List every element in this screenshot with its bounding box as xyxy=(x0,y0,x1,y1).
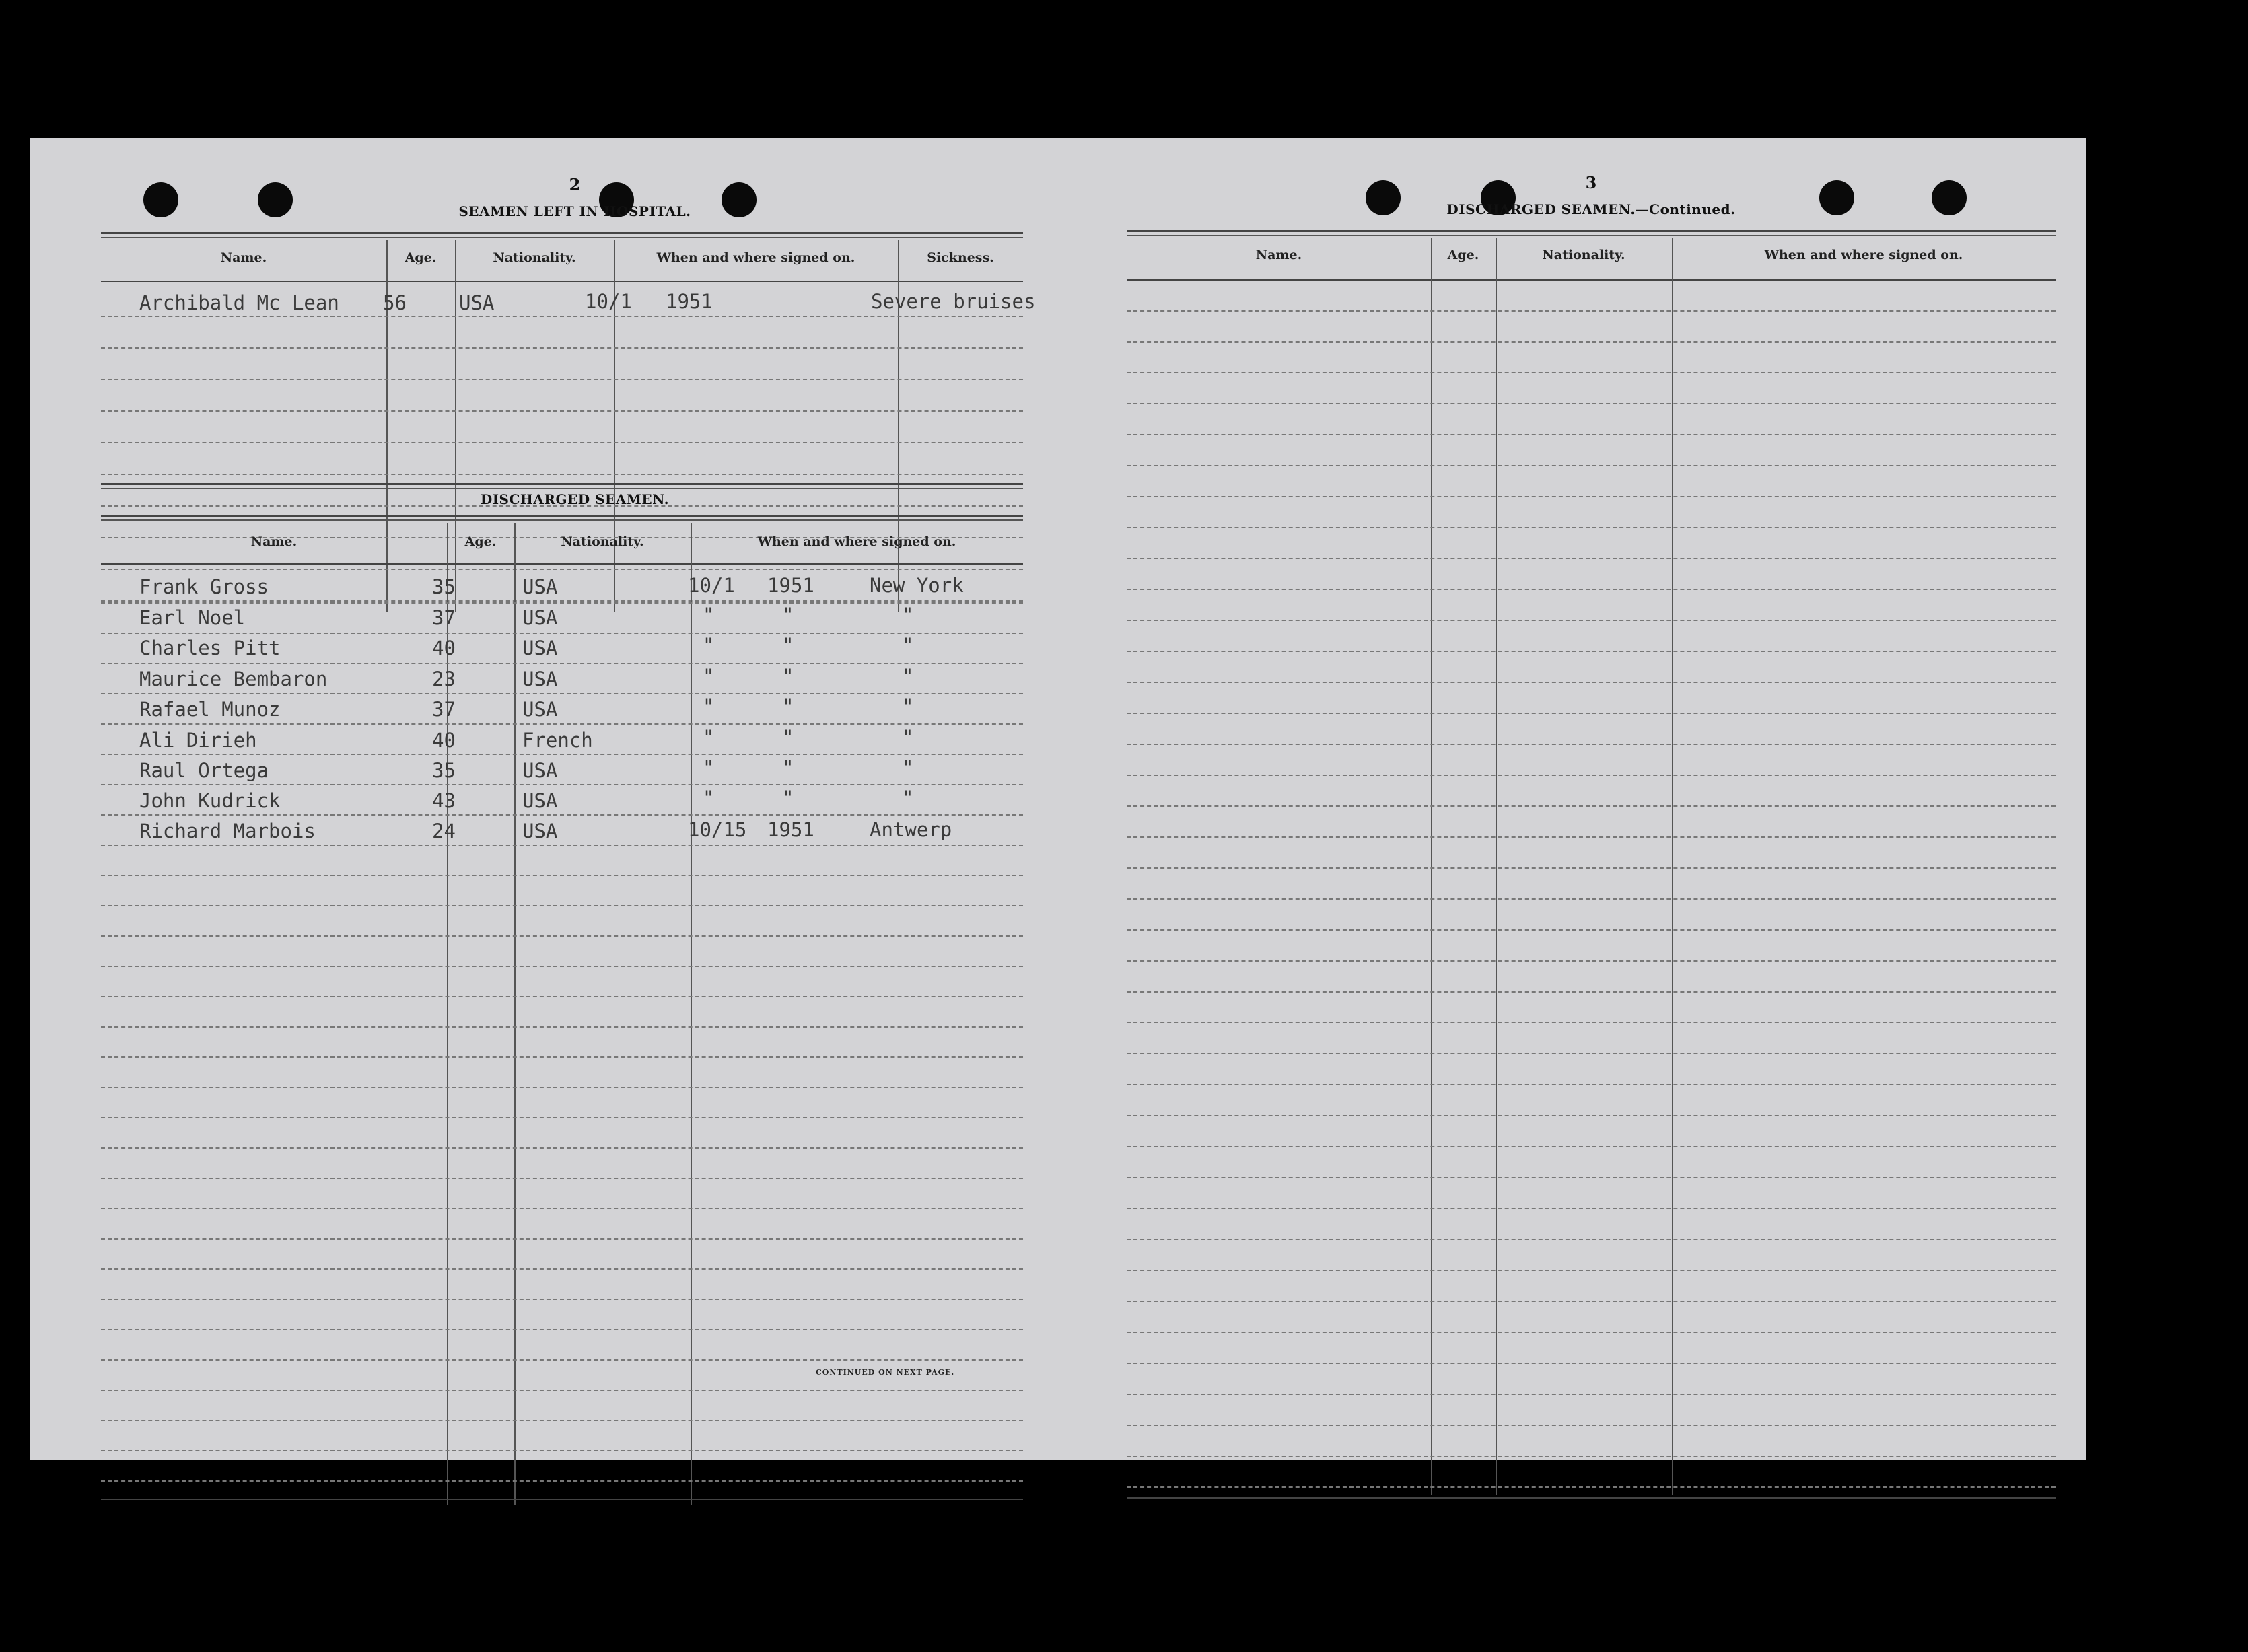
hospital-year: 1951 xyxy=(666,290,713,313)
seaman-name: Frank Gross xyxy=(139,575,269,598)
ruled-line xyxy=(101,784,1023,785)
ruled-line xyxy=(1127,1332,2056,1333)
ruled-line xyxy=(101,693,1023,694)
punch-hole xyxy=(258,182,293,217)
ruled-line xyxy=(101,1056,1023,1058)
hospital-header-sickness: Sickness. xyxy=(927,250,994,265)
right-header-name: Name. xyxy=(1255,248,1302,262)
hospital-age: 56 xyxy=(383,291,407,314)
ruled-line xyxy=(1127,898,2056,900)
ruled-line xyxy=(101,316,1023,317)
ruled-line xyxy=(101,1178,1023,1179)
seaman-age: 35 xyxy=(432,575,456,598)
signed-date: " xyxy=(703,756,715,779)
ruled-line xyxy=(101,845,1023,846)
column-divider xyxy=(514,523,516,1505)
seaman-age: 40 xyxy=(432,729,456,752)
signed-year: 1951 xyxy=(767,818,814,841)
ruled-line xyxy=(1127,1115,2056,1116)
hospital-sickness: Severe bruises xyxy=(871,290,1036,313)
seaman-age: 23 xyxy=(432,668,456,690)
ruled-line xyxy=(101,347,1023,349)
ruled-line xyxy=(1127,960,2056,962)
ruled-line xyxy=(1127,1239,2056,1240)
signed-year: " xyxy=(782,787,794,810)
ruled-line xyxy=(101,1268,1023,1270)
column-divider xyxy=(1431,238,1432,1495)
right-header-rule xyxy=(1127,279,2056,281)
ruled-line xyxy=(1127,1146,2056,1147)
seaman-age: 40 xyxy=(432,637,456,659)
punch-hole xyxy=(143,182,178,217)
seaman-name: John Kudrick xyxy=(139,789,281,812)
ruled-line xyxy=(1127,1486,2056,1488)
seaman-age: 35 xyxy=(432,759,456,782)
seaman-nationality: USA xyxy=(522,759,558,782)
right-header-signed-on: When and where signed on. xyxy=(1764,248,1963,262)
ruled-line xyxy=(101,442,1023,443)
hospital-header-rule xyxy=(101,281,1023,282)
seaman-nationality: USA xyxy=(522,575,558,598)
ruled-line xyxy=(1127,805,2056,807)
signed-year: " xyxy=(782,756,794,779)
right-top-rule xyxy=(1127,230,2056,232)
ruled-line xyxy=(101,905,1023,906)
ruled-line xyxy=(1127,1208,2056,1209)
ruled-line xyxy=(1127,651,2056,652)
seaman-age: 37 xyxy=(432,698,456,721)
discharged-header-signed-on: When and where signed on. xyxy=(757,534,956,549)
ruled-line xyxy=(1127,372,2056,373)
column-divider xyxy=(455,240,456,612)
hospital-section-title: SEAMEN LEFT IN HOSPITAL. xyxy=(458,203,691,219)
signed-place: " xyxy=(902,726,914,749)
signed-place: " xyxy=(902,604,914,626)
hospital-header-signed-on: When and where signed on. xyxy=(656,250,855,265)
seaman-nationality: USA xyxy=(522,698,558,721)
page-number-left: 2 xyxy=(569,175,581,194)
hospital-nationality: USA xyxy=(459,291,495,314)
signed-date: " xyxy=(703,604,715,626)
ruled-line xyxy=(101,569,1023,570)
seaman-name: Charles Pitt xyxy=(139,637,281,659)
ruled-line xyxy=(101,1359,1023,1361)
signed-place: " xyxy=(902,695,914,718)
discharged-rule xyxy=(101,515,1023,517)
ruled-line xyxy=(1127,867,2056,869)
ruled-line xyxy=(1127,620,2056,621)
seaman-nationality: USA xyxy=(522,789,558,812)
ruled-line xyxy=(1127,496,2056,497)
signed-place: " xyxy=(902,665,914,688)
page-number-right: 3 xyxy=(1585,173,1597,192)
ruled-line xyxy=(101,602,1023,604)
ruled-line xyxy=(1127,527,2056,528)
ruled-line xyxy=(101,663,1023,664)
signed-place: New York xyxy=(870,574,964,597)
ruled-line xyxy=(101,474,1023,475)
discharged-continued-title: DISCHARGED SEAMEN.—Continued. xyxy=(1446,201,1736,217)
ruled-line xyxy=(1127,1177,2056,1178)
ruled-line xyxy=(101,600,1023,602)
discharged-header-name: Name. xyxy=(250,534,297,549)
ruled-line xyxy=(101,410,1023,412)
ruled-line xyxy=(1127,1022,2056,1023)
ruled-line xyxy=(101,1147,1023,1149)
seaman-age: 37 xyxy=(432,606,456,629)
punch-hole xyxy=(1819,180,1854,215)
hospital-header-age: Age. xyxy=(405,250,437,265)
seaman-name: Ali Dirieh xyxy=(139,729,257,752)
column-divider xyxy=(1672,238,1673,1495)
column-divider xyxy=(1496,238,1497,1495)
discharged-section-title: DISCHARGED SEAMEN. xyxy=(480,491,670,507)
signed-year: " xyxy=(782,695,794,718)
ruled-line xyxy=(101,633,1023,634)
ruled-line xyxy=(101,1208,1023,1209)
ruled-line xyxy=(1127,1301,2056,1302)
seaman-age: 24 xyxy=(432,820,456,842)
ruled-line xyxy=(1127,465,2056,466)
hospital-header-name: Name. xyxy=(220,250,267,265)
ruled-line xyxy=(1127,403,2056,404)
ruled-line xyxy=(101,1117,1023,1118)
ruled-line xyxy=(101,1480,1023,1482)
ruled-line xyxy=(1127,682,2056,683)
ruled-line xyxy=(101,1238,1023,1240)
signed-place: " xyxy=(902,634,914,657)
ruled-line xyxy=(1127,775,2056,776)
signed-date: " xyxy=(703,695,715,718)
right-header-age: Age. xyxy=(1447,248,1479,262)
ruled-line xyxy=(1127,836,2056,838)
column-divider xyxy=(691,523,692,1505)
ruled-line xyxy=(101,723,1023,725)
signed-date: " xyxy=(703,665,715,688)
ruled-line xyxy=(1127,589,2056,590)
seaman-name: Rafael Munoz xyxy=(139,698,281,721)
ruled-line xyxy=(1127,991,2056,993)
discharged-header-nationality: Nationality. xyxy=(561,534,644,549)
discharged-header-rule xyxy=(101,563,1023,565)
hospital-header-nationality: Nationality. xyxy=(493,250,576,265)
right-header-nationality: Nationality. xyxy=(1542,248,1625,262)
hospital-top-rule xyxy=(101,232,1023,234)
ruled-line xyxy=(101,875,1023,876)
ruled-line xyxy=(101,1450,1023,1451)
ruled-line xyxy=(1127,1363,2056,1364)
seaman-nationality: USA xyxy=(522,820,558,842)
signed-place: " xyxy=(902,787,914,810)
seaman-name: Raul Ortega xyxy=(139,759,269,782)
ruled-line xyxy=(1127,713,2056,714)
signed-year: " xyxy=(782,726,794,749)
discharged-bottom-rule xyxy=(101,1499,1023,1500)
hospital-date: 10/1 xyxy=(585,290,632,313)
continued-footer: CONTINUED ON NEXT PAGE. xyxy=(816,1368,955,1377)
ruled-line xyxy=(1127,1394,2056,1395)
signed-date: 10/1 xyxy=(688,574,735,597)
signed-year: " xyxy=(782,665,794,688)
seaman-name: Richard Marbois xyxy=(139,820,316,842)
seaman-name: Maurice Bembaron xyxy=(139,668,328,690)
seaman-nationality: French xyxy=(522,729,593,752)
signed-date: " xyxy=(703,787,715,810)
ruled-line xyxy=(1127,1270,2056,1271)
ruled-line xyxy=(1127,341,2056,343)
hospital-name: Archibald Mc Lean xyxy=(139,291,339,314)
discharged-header-age: Age. xyxy=(464,534,497,549)
seaman-nationality: USA xyxy=(522,606,558,629)
ruled-line xyxy=(1127,310,2056,312)
ruled-line xyxy=(1127,1053,2056,1054)
signed-year: " xyxy=(782,604,794,626)
signed-place: Antwerp xyxy=(870,818,952,841)
seaman-nationality: USA xyxy=(522,637,558,659)
ruled-line xyxy=(1127,744,2056,745)
seaman-age: 43 xyxy=(432,789,456,812)
signed-date: " xyxy=(703,726,715,749)
ruled-line xyxy=(1127,1456,2056,1457)
ruled-line xyxy=(101,1329,1023,1330)
ruled-line xyxy=(101,379,1023,380)
punch-hole xyxy=(1932,180,1967,215)
ruled-line xyxy=(101,1087,1023,1088)
signed-place: " xyxy=(902,756,914,779)
discharged-top-rule xyxy=(101,483,1023,485)
ruled-line xyxy=(101,966,1023,967)
ruled-line xyxy=(101,754,1023,755)
signed-date: " xyxy=(703,634,715,657)
form-sheet xyxy=(30,138,2086,1460)
seaman-nationality: USA xyxy=(522,668,558,690)
right-bottom-rule xyxy=(1127,1497,2056,1499)
ruled-line xyxy=(101,1390,1023,1391)
ruled-line xyxy=(101,935,1023,937)
ruled-line xyxy=(101,1026,1023,1028)
ruled-line xyxy=(101,996,1023,997)
signed-year: 1951 xyxy=(767,574,814,597)
signed-date: 10/15 xyxy=(688,818,747,841)
ruled-line xyxy=(1127,929,2056,931)
ruled-line xyxy=(1127,1425,2056,1426)
seaman-name: Earl Noel xyxy=(139,606,246,629)
ruled-line xyxy=(1127,1084,2056,1085)
ruled-line xyxy=(101,814,1023,816)
ruled-line xyxy=(101,1299,1023,1300)
signed-year: " xyxy=(782,634,794,657)
ruled-line xyxy=(101,1420,1023,1421)
ruled-line xyxy=(1127,434,2056,435)
ruled-line xyxy=(1127,558,2056,559)
